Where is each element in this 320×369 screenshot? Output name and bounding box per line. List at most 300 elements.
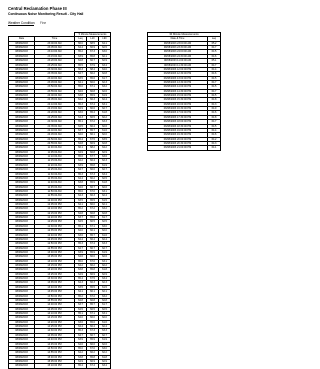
table-cell: 13:55:00 PM [35,298,75,302]
table-cell: 65.3 [75,172,87,176]
table-cell: 64.6 [75,255,87,259]
table-cell: 14:20:00 PM [35,320,75,324]
table-cell: 08/08/2003 [9,346,35,350]
table-cell: 64.7 [75,72,87,76]
table-cell: 08/08/2003 12:30:00 PM [148,72,208,76]
table-cell: 62.8 [99,141,111,145]
table-cell: 62.2 [99,115,111,119]
table-cell: 63.6 [75,233,87,237]
five-minute-table [8,32,111,369]
table-cell: 08/08/2003 24:00:00 AM [148,50,208,54]
table-cell: 62.6 [99,255,111,259]
table-cell: 64.6 [75,342,87,346]
table-cell: 66.2 [87,264,99,268]
table-cell: 62.7 [99,246,111,250]
table-cell: 66.5 [87,115,99,119]
table-cell: 65.3 [75,242,87,246]
table-cell: 66.0 [75,41,87,45]
table-cell: 61.6 [99,233,111,237]
table-cell: 64.8 [75,298,87,302]
table-cell: 23:40:00 AM [35,76,75,80]
table-cell: 67.1 [87,224,99,228]
weather-label-underline [8,25,34,26]
table-cell: 63.4 [99,277,111,281]
table-cell: 08/08/2003 [9,124,35,128]
table-cell: 63.5 [75,285,87,289]
table-cell: 63.7 [75,303,87,307]
table-cell: 65.1 [208,59,221,63]
table-cell: 12:45:00 PM [35,237,75,241]
table-cell: 65.5 [87,285,99,289]
column-header-date-time: Date & Time [148,37,208,41]
table-cell: 62.3 [99,80,111,84]
table-cell: 08/08/2003 [9,303,35,307]
table-cell: 62.6 [99,124,111,128]
table-cell: 62.3 [99,281,111,285]
table-cell: 62.2 [99,351,111,355]
table-cell: 14:35:00 PM [35,333,75,337]
table-cell: 63.3 [99,242,111,246]
table-cell: 08/08/2003 13:30:00 PM [148,80,208,84]
table-cell: 08/08/2003 [9,98,35,102]
table-cell: 13:05:00 PM [35,255,75,259]
thirty-minute-table-body [148,41,221,150]
table-cell: 08/08/2003 16:30:00 PM [148,107,208,111]
table-cell: 65.8 [87,54,99,58]
table-cell: 64.5 [208,94,221,98]
table-cell: 11:10:00 AM [35,155,75,159]
table-cell: 13:00:00 PM [35,250,75,254]
table-cell: 08/08/2003 [9,355,35,359]
weather-label: Weather Condition: [8,21,36,25]
table-cell: 08/08/2003 [9,102,35,106]
table-cell: 62.5 [99,176,111,180]
table-cell: 63.2 [99,85,111,89]
table-cell: 66.7 [87,246,99,250]
table-cell: 64.8 [75,59,87,63]
table-cell: 66.2 [87,176,99,180]
table-cell: 63.9 [75,54,87,58]
table-cell: 65.1 [75,120,87,124]
table-cell: 63.9 [75,250,87,254]
table-cell: 64.3 [75,115,87,119]
table-cell: 08/08/2003 24:30:00 AM [148,54,208,58]
table-cell: 24:00:00 AM [35,94,75,98]
table-cell: 64.2 [75,98,87,102]
table-cell: 66.4 [87,237,99,241]
table-cell: 65.7 [87,233,99,237]
table-cell: 61.8 [99,268,111,272]
table-cell: 63.3 [99,120,111,124]
table-cell: 08/08/2003 20:30:00 PM [148,141,208,145]
table-cell: 64.4 [208,128,221,132]
table-cell: 66.6 [87,255,99,259]
table-cell: 23:00:00 AM [35,41,75,45]
table-cell: 67.5 [87,277,99,281]
table-cell: 66.4 [87,124,99,128]
table-cell: 63.9 [75,338,87,342]
table-cell: 08/08/2003 [9,198,35,202]
column-header-l90: L90 [99,37,111,41]
table-cell: 67.4 [87,102,99,106]
table-cell: 13:25:00 PM [35,272,75,276]
table-cell: 64.4 [75,237,87,241]
table-cell: 63.7 [75,216,87,220]
table-cell: 08/08/2003 [9,189,35,193]
table-cell: 08/08/2003 [9,320,35,324]
table-cell: 08/08/2003 [9,307,35,311]
column-header-leq: Leq [75,37,87,41]
table-cell: 64.7 [75,246,87,250]
table-cell: 65.0 [75,189,87,193]
table-cell: 11:45:00 AM [35,185,75,189]
table-cell: 64.5 [208,85,221,89]
table-cell: 64.1 [208,146,221,150]
table-cell: 66.7 [87,59,99,63]
table-cell: 08/08/2003 [9,268,35,272]
table-cell: 63.1 [99,312,111,316]
table-cell: 08/08/2003 14:00:00 PM [148,85,208,89]
table-cell: 11:55:00 AM [35,194,75,198]
table-cell: 08/08/2003 13:00:00 PM [148,76,208,80]
table-cell: 14:00:00 PM [35,303,75,307]
table-cell: 23:15:00 AM [35,54,75,58]
table-cell: 23:30:00 AM [35,67,75,71]
table-cell: 66.9 [87,359,99,363]
table-cell: 65.0 [75,85,87,89]
table-cell: 65.8 [87,163,99,167]
table-cell: 64.9 [75,359,87,363]
table-cell: 08/08/2003 [9,359,35,363]
table-cell: 64.0 [75,133,87,137]
table-cell: 14:30:00 PM [35,329,75,333]
table-cell: 66.7 [87,185,99,189]
table-cell: 08/08/2003 [9,264,35,268]
table-cell: 08/08/2003 [9,128,35,132]
table-cell: 08/08/2003 [9,259,35,263]
thirty-minute-table [147,32,221,151]
table-cell: 08/08/2003 23:30:00 AM [148,46,208,50]
table-cell: 08/08/2003 [9,207,35,211]
table-cell: 65.0 [75,259,87,263]
table-cell: 62.1 [99,290,111,294]
table-cell: 08/08/2003 [9,333,35,337]
table-cell: 65.9 [87,181,99,185]
table-cell: 66.9 [87,272,99,276]
table-cell: 08/08/2003 [9,107,35,111]
table-cell: 64.1 [75,203,87,207]
table-cell: 12:20:00 PM [35,216,75,220]
table-cell: 61.7 [99,76,111,80]
table-cell: 65.5 [87,198,99,202]
table-cell: 64.9 [75,272,87,276]
table-cell: 11:15:00 AM [35,159,75,163]
table-cell: 08/08/2003 [9,272,35,276]
table-cell: 64.9 [75,150,87,154]
table-cell: 66.4 [87,159,99,163]
table-cell: 08/08/2003 [9,120,35,124]
table-cell: 62.0 [99,133,111,137]
table-cell: 08/08/2003 [9,63,35,67]
table-cell: 62.7 [99,168,111,172]
table-cell: 67.2 [87,207,99,211]
table-cell: 11:05:00 AM [35,150,75,154]
table-cell: 12:15:00 PM [35,211,75,215]
table-cell: 63.2 [99,207,111,211]
column-header-leq: Leq [208,37,221,41]
table-cell: 62.4 [99,237,111,241]
table-cell: 14:10:00 PM [35,312,75,316]
table-cell: 63.8 [75,355,87,359]
table-cell: 63.7 [75,128,87,132]
table-cell: 23:45:00 AM [35,80,75,84]
table-cell: 66.0 [87,316,99,320]
table-cell: 64.9 [75,107,87,111]
table-cell: 08/08/2003 18:00:00 PM [148,120,208,124]
table-cell: 08/08/2003 [9,76,35,80]
table-cell: 11:20:00 AM [35,163,75,167]
table-cell: 63.2 [99,294,111,298]
table-cell: 63.1 [99,259,111,263]
table-cell: 64.4 [75,325,87,329]
table-cell: 63.8 [75,94,87,98]
table-cell: 08/08/2003 17:30:00 PM [148,115,208,119]
table-cell: 65.7 [87,303,99,307]
table-cell: 08/08/2003 18:30:00 PM [148,124,208,128]
table-cell: 08/08/2003 [9,220,35,224]
table-cell: 08/08/2003 [9,237,35,241]
table-cell: 66.1 [87,229,99,233]
table-cell: 64.6 [208,133,221,137]
table-cell: 64.0 [75,316,87,320]
table-cell: 08/08/2003 [9,85,35,89]
table-cell: 67.4 [87,242,99,246]
table-cell: 66.9 [87,46,99,50]
table-cell: 64.5 [75,307,87,311]
table-cell: 67.1 [87,312,99,316]
table-cell: 66.7 [87,333,99,337]
table-cell: 63.5 [75,76,87,80]
table-cell: 62.6 [99,185,111,189]
table-cell: 08/08/2003 [9,229,35,233]
table-cell: 62.3 [99,159,111,163]
table-cell: 62.5 [99,220,111,224]
table-cell: 65.2 [208,41,221,45]
table-cell: 64.2 [75,264,87,268]
table-cell: 65.1 [75,312,87,316]
table-cell: 63.1 [99,189,111,193]
table-cell: 08/08/2003 20:00:00 PM [148,137,208,141]
table-cell: 67.4 [87,364,99,368]
table-cell: 64.8 [75,141,87,145]
table-cell: 65.2 [75,294,87,298]
table-cell: 65.9 [87,338,99,342]
table-cell: 64.6 [208,72,221,76]
table-cell: 67.1 [87,85,99,89]
table-cell: 64.6 [208,111,221,115]
table-cell: 64.2 [208,137,221,141]
table-cell: 23:25:00 AM [35,63,75,67]
table-cell: 64.5 [208,76,221,80]
table-cell: 64.5 [208,124,221,128]
table-cell: 66.6 [87,168,99,172]
table-cell: 64.4 [75,46,87,50]
table-cell: 65.4 [75,364,87,368]
table-cell: 08/08/2003 23:00:00 AM [148,41,208,45]
table-cell: 62.1 [99,203,111,207]
table-cell: 14:55:00 PM [35,351,75,355]
table-row [148,146,221,150]
table-cell: 08/08/2003 [9,155,35,159]
table-cell: 08/08/2003 [9,233,35,237]
table-cell: 24:15:00 AM [35,107,75,111]
table-cell: 11:30:00 AM [35,172,75,176]
table-cell: 08/08/2003 12:00:00 PM [148,67,208,71]
table-cell: 61.9 [99,338,111,342]
table-cell: 08/08/2003 14:30:00 PM [148,89,208,93]
table-cell: 08/08/2003 [9,141,35,145]
table-cell: 67.5 [87,137,99,141]
table-cell: 63.3 [99,329,111,333]
table-cell: 64.0 [99,67,111,71]
table-cell: 13:40:00 PM [35,285,75,289]
table-cell: 64.9 [208,107,221,111]
document-title: Central Reclamation Phase III [8,6,67,11]
table-cell: 66.3 [87,281,99,285]
table-cell: 61.8 [99,181,111,185]
table-cell: 62.4 [99,98,111,102]
table-cell: 61.7 [99,216,111,220]
table-cell: 08/08/2003 [9,224,35,228]
table-cell: 08/08/2003 [9,163,35,167]
table-cell: 63.6 [99,155,111,159]
table-cell: 63.6 [75,111,87,115]
table-cell: 08/08/2003 [9,146,35,150]
table-cell: 62.6 [99,342,111,346]
table-cell: 08/08/2003 [9,329,35,333]
table-cell: 66.5 [87,220,99,224]
table-cell: 64.3 [75,194,87,198]
table-cell: 12:25:00 PM [35,220,75,224]
table-cell: 23:10:00 AM [35,50,75,54]
table-cell: 11:40:00 AM [35,181,75,185]
table-cell: 64.5 [75,220,87,224]
table-cell: 08/08/2003 19:30:00 PM [148,133,208,137]
table-cell: 66.8 [87,211,99,215]
table-cell: 66.0 [87,203,99,207]
table-cell: 66.1 [87,290,99,294]
table-cell: 23:20:00 AM [35,59,75,63]
table-cell: 23:55:00 AM [35,89,75,93]
table-cell: 62.9 [99,272,111,276]
table-cell: 63.1 [99,102,111,106]
table-cell: 08/08/2003 [9,203,35,207]
table-cell: 61.8 [99,111,111,115]
table-cell: 12:30:00 PM [35,224,75,228]
table-cell: 11:50:00 AM [35,189,75,193]
table-cell: 15:10:00 PM [35,364,75,368]
table-cell: 63.8 [75,268,87,272]
table-cell: 65.6 [75,155,87,159]
table-row [9,364,111,368]
table-cell: 64.7 [208,46,221,50]
table-cell: 08/08/2003 [9,281,35,285]
table-cell: 67.0 [87,259,99,263]
table-cell: 23:35:00 AM [35,72,75,76]
table-cell: 08/08/2003 [9,255,35,259]
table-cell: 13:45:00 PM [35,290,75,294]
five-minute-table-body [9,41,111,368]
table-cell: 08/08/2003 [9,67,35,71]
table-cell: 66.3 [75,67,87,71]
table-cell: 08/08/2003 [9,250,35,254]
table-cell: 65.4 [75,277,87,281]
table-cell: 62.8 [99,72,111,76]
table-cell: 14:05:00 PM [35,307,75,311]
table-cell: 08/08/2003 15:30:00 PM [148,98,208,102]
table-cell: 08/08/2003 11:00:00 AM [148,59,208,63]
table-cell: 62.2 [99,264,111,268]
table-cell: 65.2 [75,50,87,54]
table-cell: 62.6 [99,89,111,93]
table-cell: 66.9 [87,141,99,145]
table-cell: 63.9 [75,163,87,167]
table-cell: 63.4 [99,63,111,67]
table-cell: 11:35:00 AM [35,176,75,180]
table-cell: 12:00:00 PM [35,198,75,202]
table-cell: 08/08/2003 [9,59,35,63]
table-cell: 08/08/2003 [9,316,35,320]
table-cell: 62.8 [99,211,111,215]
table-cell: 63.5 [75,198,87,202]
table-cell: 24:05:00 AM [35,98,75,102]
table-cell: 61.7 [99,303,111,307]
table-cell: 65.0 [75,346,87,350]
table-cell: 08/08/2003 [9,246,35,250]
table-cell: 08/08/2003 [9,181,35,185]
table-cell: 08/08/2003 [9,277,35,281]
table-cell: 15:05:00 PM [35,359,75,363]
table-cell: 08/08/2003 [9,72,35,76]
table-cell: 62.8 [99,298,111,302]
table-cell: 64.8 [208,98,221,102]
table-cell: 65.6 [87,320,99,324]
table-cell: 24:55:00 AM [35,141,75,145]
table-cell: 64.2 [75,159,87,163]
table-cell: 67.2 [87,294,99,298]
table-cell: 15:00:00 PM [35,355,75,359]
table-cell: 67.3 [87,50,99,54]
table-cell: 64.8 [75,211,87,215]
table-cell: 67.0 [87,189,99,193]
table-cell: 64.7 [208,120,221,124]
table-cell: 67.2 [87,120,99,124]
table-cell: 64.1 [99,41,111,45]
table-cell: 64.6 [75,185,87,189]
table-cell: 64.1 [75,290,87,294]
table-cell: 12:40:00 PM [35,233,75,237]
table-cell: 24:25:00 AM [35,115,75,119]
table-cell: 13:30:00 PM [35,277,75,281]
table-cell: 66.5 [87,307,99,311]
table-cell: 08/08/2003 [9,211,35,215]
table-cell: 66.3 [87,194,99,198]
table-cell: 12:50:00 PM [35,242,75,246]
table-cell: 08/08/2003 [9,111,35,115]
table-cell: 08/08/2003 [9,172,35,176]
table-cell: 08/08/2003 [9,338,35,342]
table-cell: 64.6 [208,54,221,58]
